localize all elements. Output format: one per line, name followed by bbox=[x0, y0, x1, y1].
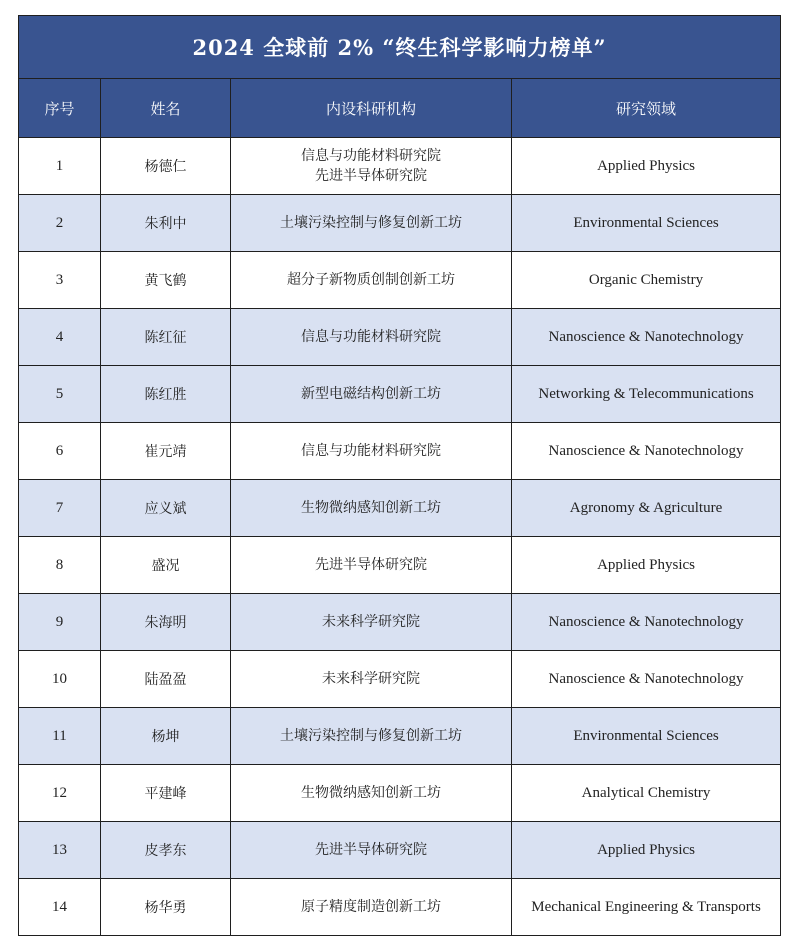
institute-name: 信息与功能材料研究院 bbox=[301, 148, 441, 164]
institute-cell bbox=[231, 651, 512, 708]
research-field: Networking & Telecommunications bbox=[512, 366, 781, 423]
table-row bbox=[19, 765, 781, 822]
row-number: 10 bbox=[19, 651, 101, 708]
table-row bbox=[19, 138, 781, 195]
row-number: 4 bbox=[19, 309, 101, 366]
researcher-name: 崔元靖 bbox=[101, 423, 231, 480]
institute-cell bbox=[231, 195, 512, 252]
research-field: Analytical Chemistry bbox=[512, 765, 781, 822]
research-field: Nanoscience & Nanotechnology bbox=[512, 594, 781, 651]
institute-cell bbox=[231, 138, 512, 195]
row-number: 13 bbox=[19, 822, 101, 879]
institute-cell bbox=[231, 822, 512, 879]
table-row bbox=[19, 537, 781, 594]
institute-cell bbox=[231, 480, 512, 537]
table-row bbox=[19, 708, 781, 765]
row-number: 7 bbox=[19, 480, 101, 537]
table-row bbox=[19, 594, 781, 651]
researcher-name: 朱海明 bbox=[101, 594, 231, 651]
institute-name: 先进半导体研究院 bbox=[315, 168, 427, 184]
ranking-table bbox=[18, 15, 781, 936]
institute-name: 信息与功能材料研究院 bbox=[301, 329, 441, 345]
table-row bbox=[19, 423, 781, 480]
row-number: 12 bbox=[19, 765, 101, 822]
institute-cell bbox=[231, 708, 512, 765]
institute-cell bbox=[231, 423, 512, 480]
institute-cell bbox=[231, 594, 512, 651]
institute-name: 新型电磁结构创新工坊 bbox=[301, 386, 441, 402]
institute-name: 先进半导体研究院 bbox=[315, 842, 427, 858]
row-number: 3 bbox=[19, 252, 101, 309]
institute-cell bbox=[231, 765, 512, 822]
researcher-name: 朱利中 bbox=[101, 195, 231, 252]
researcher-name: 陆盈盈 bbox=[101, 651, 231, 708]
researcher-name: 应义斌 bbox=[101, 480, 231, 537]
research-field: Agronomy & Agriculture bbox=[512, 480, 781, 537]
row-number: 11 bbox=[19, 708, 101, 765]
researcher-name: 盛况 bbox=[101, 537, 231, 594]
institute-name: 原子精度制造创新工坊 bbox=[301, 899, 441, 915]
table-title: 2024 全球前 2% “终生科学影响力榜单” bbox=[19, 16, 781, 79]
column-header-field: 研究领域 bbox=[512, 79, 781, 138]
institute-name: 未来科学研究院 bbox=[322, 671, 420, 687]
row-number: 1 bbox=[19, 138, 101, 195]
column-header-number: 序号 bbox=[19, 79, 101, 138]
column-header-institute: 内设科研机构 bbox=[231, 79, 512, 138]
research-field: Environmental Sciences bbox=[512, 195, 781, 252]
table-row bbox=[19, 480, 781, 537]
table-row bbox=[19, 879, 781, 936]
researcher-name: 杨德仁 bbox=[101, 138, 231, 195]
institute-name: 土壤污染控制与修复创新工坊 bbox=[280, 728, 462, 744]
researcher-name: 平建峰 bbox=[101, 765, 231, 822]
research-field: Organic Chemistry bbox=[512, 252, 781, 309]
table-row bbox=[19, 195, 781, 252]
table-row bbox=[19, 822, 781, 879]
row-number: 5 bbox=[19, 366, 101, 423]
researcher-name: 陈红胜 bbox=[101, 366, 231, 423]
institute-name: 土壤污染控制与修复创新工坊 bbox=[280, 215, 462, 231]
table-row bbox=[19, 366, 781, 423]
table-row bbox=[19, 651, 781, 708]
research-field: Nanoscience & Nanotechnology bbox=[512, 423, 781, 480]
row-number: 2 bbox=[19, 195, 101, 252]
row-number: 8 bbox=[19, 537, 101, 594]
researcher-name: 黄飞鹤 bbox=[101, 252, 231, 309]
row-number: 9 bbox=[19, 594, 101, 651]
researcher-name: 陈红征 bbox=[101, 309, 231, 366]
institute-name: 信息与功能材料研究院 bbox=[301, 443, 441, 459]
research-field: Nanoscience & Nanotechnology bbox=[512, 309, 781, 366]
institute-name: 先进半导体研究院 bbox=[315, 557, 427, 573]
researcher-name: 杨华勇 bbox=[101, 879, 231, 936]
row-number: 14 bbox=[19, 879, 101, 936]
research-field: Nanoscience & Nanotechnology bbox=[512, 651, 781, 708]
table-row bbox=[19, 309, 781, 366]
research-field: Applied Physics bbox=[512, 822, 781, 879]
researcher-name: 杨坤 bbox=[101, 708, 231, 765]
institute-name: 生物微纳感知创新工坊 bbox=[301, 785, 441, 801]
institute-cell bbox=[231, 366, 512, 423]
researcher-name: 皮孝东 bbox=[101, 822, 231, 879]
table-row bbox=[19, 252, 781, 309]
research-field: Applied Physics bbox=[512, 537, 781, 594]
institute-name: 生物微纳感知创新工坊 bbox=[301, 500, 441, 516]
institute-cell bbox=[231, 252, 512, 309]
research-field: Mechanical Engineering & Transports bbox=[512, 879, 781, 936]
institute-name: 未来科学研究院 bbox=[322, 614, 420, 630]
column-header-name: 姓名 bbox=[101, 79, 231, 138]
institute-cell bbox=[231, 879, 512, 936]
institute-cell bbox=[231, 537, 512, 594]
institute-name: 超分子新物质创制创新工坊 bbox=[287, 272, 455, 288]
research-field: Applied Physics bbox=[512, 138, 781, 195]
institute-cell bbox=[231, 309, 512, 366]
research-field: Environmental Sciences bbox=[512, 708, 781, 765]
row-number: 6 bbox=[19, 423, 101, 480]
